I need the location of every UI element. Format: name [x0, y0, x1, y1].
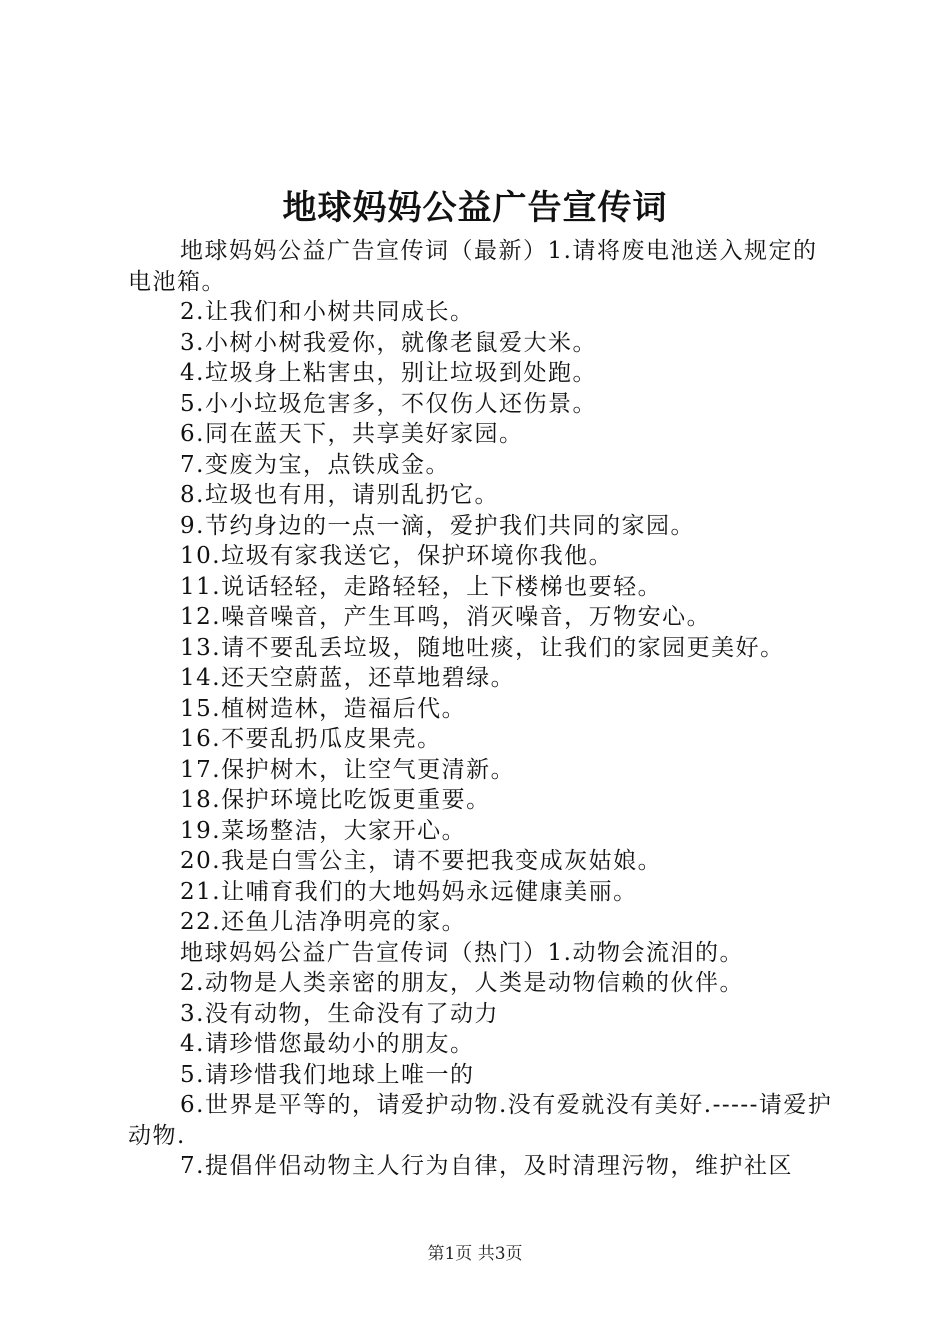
document-title: 地球妈妈公益广告宣传词 — [282, 188, 668, 228]
paragraph: 10.垃圾有家我送它，保护环境你我他。 — [180, 543, 614, 569]
paragraph: 9.节约身边的一点一滴，爱护我们共同的家园。 — [180, 512, 695, 539]
paragraph: 14.还天空蔚蓝，还草地碧绿。 — [180, 665, 516, 691]
paragraph: 18.保护环境比吃饭更重要。 — [180, 787, 491, 813]
paragraph: 3.没有动物，生命没有了动力 — [180, 1000, 499, 1027]
paragraph: 8.垃圾也有用，请别乱扔它。 — [180, 482, 499, 508]
paragraph: 2.让我们和小树共同成长。 — [180, 299, 475, 325]
paragraph: 地球妈妈公益广告宣传词（热门）1.动物会流泪的。 — [180, 939, 744, 966]
paragraph: 21.让哺育我们的大地妈妈永远健康美丽。 — [180, 878, 638, 905]
paragraph: 地球妈妈公益广告宣传词（最新）1.请将废电池送入规定的电池箱。 — [128, 238, 818, 295]
paragraph: 20.我是白雪公主，请不要把我变成灰姑娘。 — [180, 848, 663, 874]
paragraph: 6.同在蓝天下，共享美好家园。 — [180, 421, 524, 447]
paragraph: 5.请珍惜我们地球上唯一的 — [180, 1061, 475, 1088]
paragraph: 4.垃圾身上粘害虫，别让垃圾到处跑。 — [180, 360, 597, 386]
paragraph: 13.请不要乱丢垃圾，随地吐痰，让我们的家园更美好。 — [180, 634, 785, 661]
paragraph: 7.提倡伴侣动物主人行为自律，及时清理污物，维护社区 — [180, 1153, 793, 1179]
paragraph: 17.保护树木，让空气更清新。 — [180, 756, 516, 783]
paragraph: 7.变废为宝，点铁成金。 — [180, 451, 450, 478]
paragraph: 11.说话轻轻，走路轻轻，上下楼梯也要轻。 — [180, 573, 663, 600]
paragraph: 22.还鱼儿洁净明亮的家。 — [180, 909, 467, 935]
page-footer: 第1页 共3页 — [427, 1244, 523, 1264]
paragraph: 2.动物是人类亲密的朋友，人类是动物信赖的伙伴。 — [180, 970, 744, 996]
paragraph: 6.世界是平等的，请爱护动物.没有爱就没有美好.-----请爱护动物. — [128, 1092, 833, 1149]
document-body — [128, 236, 836, 1182]
paragraph: 15.植树造林，造福后代。 — [180, 695, 467, 722]
paragraph: 16.不要乱扔瓜皮果壳。 — [180, 726, 442, 752]
paragraph: 5.小小垃圾危害多，不仅伤人还伤景。 — [180, 390, 597, 417]
paragraph: 19.菜场整洁，大家开心。 — [180, 817, 467, 844]
paragraph: 12.噪音噪音，产生耳鸣，消灭噪音，万物安心。 — [180, 604, 712, 630]
paragraph: 3.小树小树我爱你，就像老鼠爱大米。 — [180, 329, 597, 356]
paragraph: 4.请珍惜您最幼小的朋友。 — [180, 1031, 475, 1057]
